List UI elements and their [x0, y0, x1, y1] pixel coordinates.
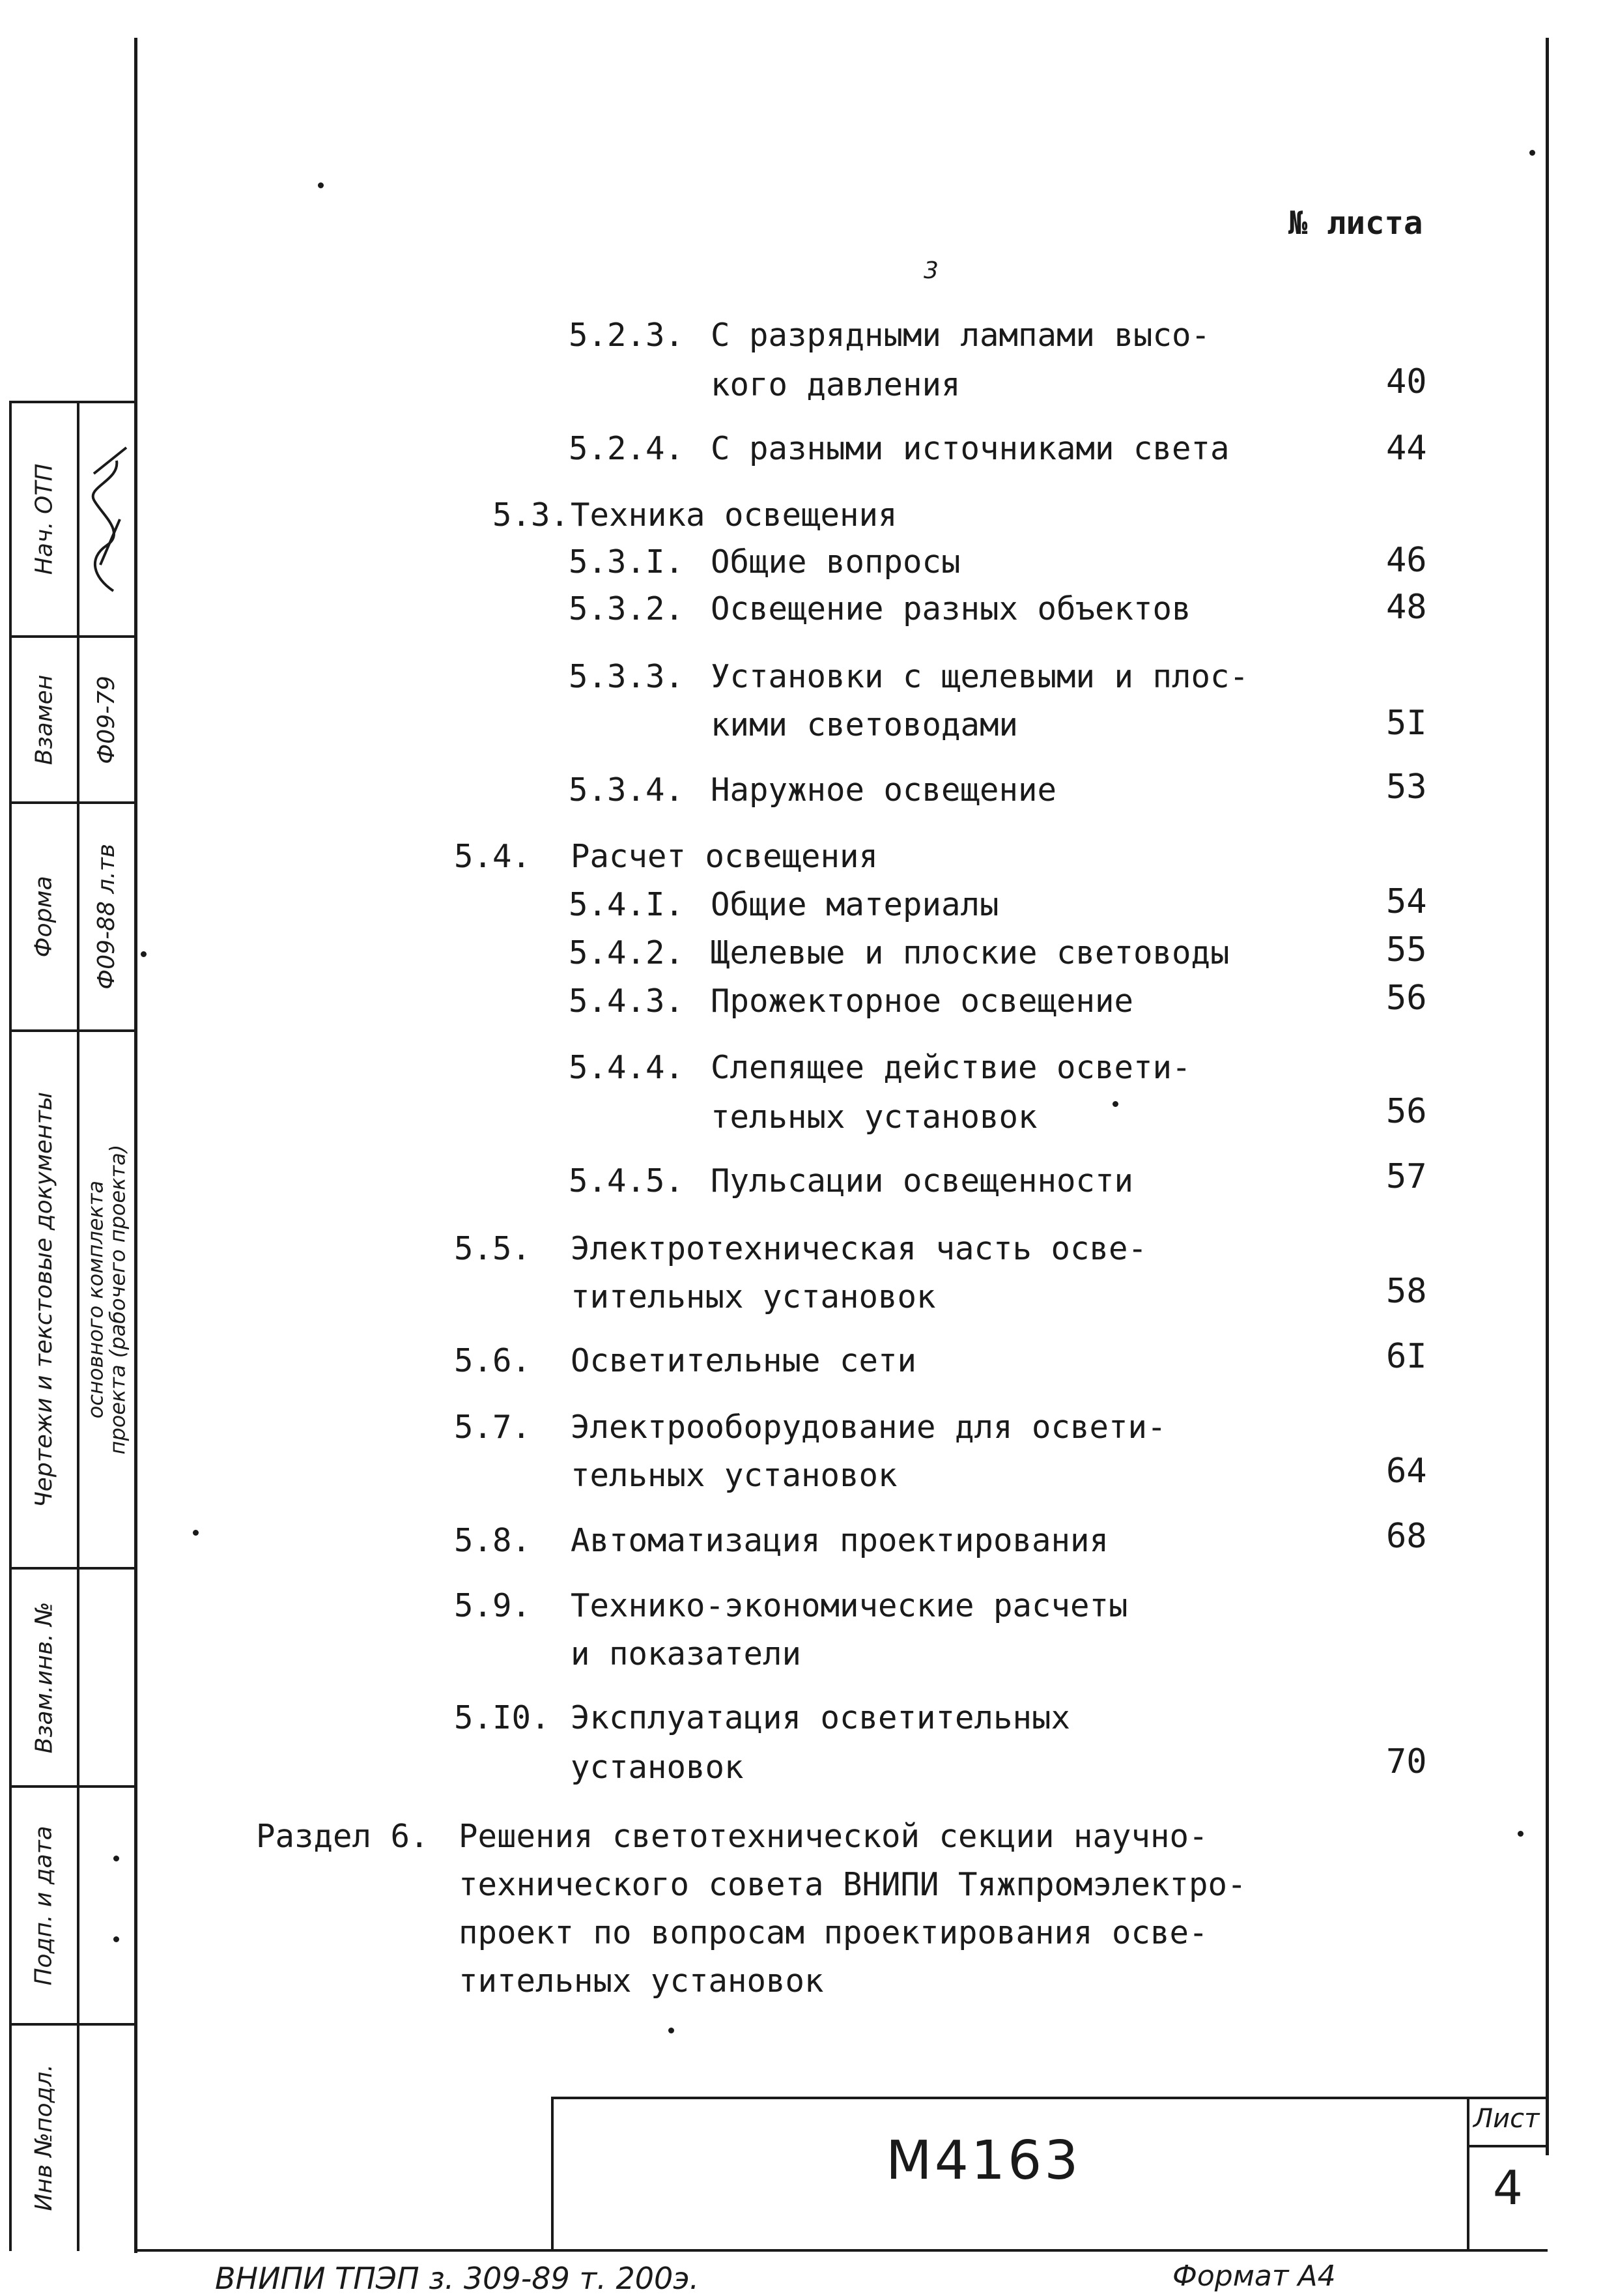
sheet-no-label: № листа — [1288, 205, 1423, 242]
toc-page: 58 — [1386, 1272, 1427, 1311]
toc-num: 5.4.2. — [569, 934, 685, 971]
toc-num: 5.5. — [454, 1230, 532, 1267]
scan-speck — [193, 1530, 199, 1536]
toc-page: 55 — [1386, 930, 1427, 969]
toc-num: 5.2.3. — [569, 317, 685, 354]
toc-num: 5.4.I. — [569, 886, 685, 923]
toc-title-cont: кими световодами — [711, 706, 1019, 743]
frame-left-line — [134, 38, 137, 2253]
section-6-line: технического совета ВНИПИ Тяжпромэлектро- — [459, 1866, 1247, 1903]
section-6-line: проект по вопросам проектирования осве- — [459, 1914, 1208, 1951]
toc-num: 5.3.I. — [569, 543, 685, 581]
toc-page: 56 — [1386, 979, 1427, 1018]
section-6-line: Решения светотехнической секции научно- — [459, 1818, 1208, 1855]
toc-title: Электротехническая часть осве- — [571, 1230, 1148, 1267]
toc-title-cont: тельных установок — [711, 1098, 1038, 1136]
stamp-vzamen-value: Ф09-79 — [93, 675, 120, 764]
toc-page: 57 — [1386, 1157, 1427, 1196]
toc-title-cont: тельных установок — [571, 1457, 898, 1494]
scan-speck — [668, 2028, 674, 2033]
toc-num: 5.4. — [454, 838, 532, 875]
frame-right-line — [1546, 38, 1549, 2155]
toc-num: 5.3. — [492, 496, 570, 534]
toc-title-cont: установок — [571, 1749, 744, 1786]
toc-title: Наружное освещение — [711, 771, 1057, 809]
toc-page: 56 — [1386, 1092, 1427, 1131]
toc-page: 40 — [1386, 362, 1427, 401]
toc-num: 5.8. — [454, 1522, 532, 1559]
toc-num: 5.I0. — [454, 1699, 550, 1736]
toc-page: 68 — [1386, 1517, 1427, 1556]
toc-num: 5.6. — [454, 1342, 532, 1379]
section-6-label: Раздел 6. — [256, 1818, 429, 1855]
scan-speck — [113, 1856, 119, 1861]
toc-title: Осветительные сети — [571, 1342, 917, 1379]
stamp-docs-sub: основного комплекта проекта (рабочего проекта) — [83, 1144, 130, 1455]
scan-speck — [1113, 1101, 1118, 1107]
toc-page: 5I — [1386, 704, 1427, 743]
toc-page: 54 — [1386, 882, 1427, 921]
toc-page: 48 — [1386, 588, 1427, 627]
stamp-inv-podl: Инв №подл. — [31, 2063, 58, 2211]
toc-title: Слепящее действие освети- — [711, 1049, 1191, 1086]
sheet-number: 4 — [1493, 2160, 1523, 2215]
toc-num: 5.7. — [454, 1409, 532, 1446]
toc-page: 6I — [1386, 1337, 1427, 1376]
toc-num: 5.3.3. — [569, 658, 685, 695]
stamp-forma: Форма — [31, 876, 58, 958]
stamp-docs-title: Чертежи и текстовые документы — [31, 1091, 58, 1508]
toc-title: Общие вопросы — [711, 543, 961, 581]
toc-title: С разными источниками света — [711, 430, 1230, 467]
toc-page: 70 — [1386, 1742, 1427, 1781]
toc-num: 5.2.4. — [569, 430, 685, 467]
stamp-vzamen: Взамен — [31, 674, 58, 765]
signature-scribble — [81, 435, 133, 604]
stamp-nach-otp: Нач. ОТП — [31, 463, 58, 575]
toc-title: Расчет освещения — [571, 838, 879, 875]
toc-page: 44 — [1386, 429, 1427, 468]
toc-title: Эксплуатация осветительных — [571, 1699, 1071, 1736]
frame-bottom-line — [134, 2249, 1548, 2252]
toc-page: 46 — [1386, 541, 1427, 580]
toc-title: Освещение разных объектов — [711, 590, 1191, 627]
toc-title: Технико-экономические расчеты — [571, 1587, 1128, 1624]
toc-title: Автоматизация проектирования — [571, 1522, 1109, 1559]
toc-title: Прожекторное освещение — [711, 983, 1134, 1020]
toc-title: С разрядными лампами высо- — [711, 317, 1211, 354]
stamp-forma-value: Ф09-88 л.тв — [93, 844, 120, 990]
scan-speck — [113, 1936, 119, 1942]
toc-title-cont: тительных установок — [571, 1278, 936, 1315]
toc-title: Пульсации освещенности — [711, 1162, 1134, 1199]
toc-title: Электрооборудование для освети- — [571, 1409, 1167, 1446]
toc-num: 5.3.4. — [569, 771, 685, 809]
toc-title-cont: и показатели — [571, 1635, 802, 1672]
toc-num: 5.4.5. — [569, 1162, 685, 1199]
toc-page: 64 — [1386, 1452, 1427, 1491]
footer-left: ВНИПИ ТПЭП з. 309-89 т. 200э. — [215, 2261, 700, 2296]
document-code: М4163 — [886, 2130, 1081, 2192]
stamp-podp-data: Подп. и дата — [31, 1825, 58, 1986]
toc-title: Установки с щелевыми и плос- — [711, 658, 1249, 695]
scan-speck — [141, 951, 147, 957]
scan-speck — [1529, 150, 1535, 156]
section-6-line: тительных установок — [459, 1962, 824, 2000]
toc-num: 5.4.4. — [569, 1049, 685, 1086]
sheet-label: Лист — [1473, 2104, 1540, 2134]
toc-title: Техника освещения — [571, 496, 898, 534]
footer-right: Формат А4 — [1172, 2260, 1336, 2293]
scan-speck — [318, 182, 324, 188]
scan-speck — [1518, 1831, 1524, 1837]
toc-num: 5.3.2. — [569, 590, 685, 627]
toc-page: 53 — [1386, 768, 1427, 807]
toc-title: Щелевые и плоские световоды — [711, 934, 1230, 971]
toc-title: Общие материалы — [711, 886, 999, 923]
toc-num: 5.4.3. — [569, 983, 685, 1020]
page-mark: 3 — [924, 257, 939, 284]
toc-num: 5.9. — [454, 1587, 532, 1624]
stamp-vzam-inv: Взам.инв. № — [31, 1601, 58, 1753]
toc-title-cont: кого давления — [711, 366, 961, 403]
